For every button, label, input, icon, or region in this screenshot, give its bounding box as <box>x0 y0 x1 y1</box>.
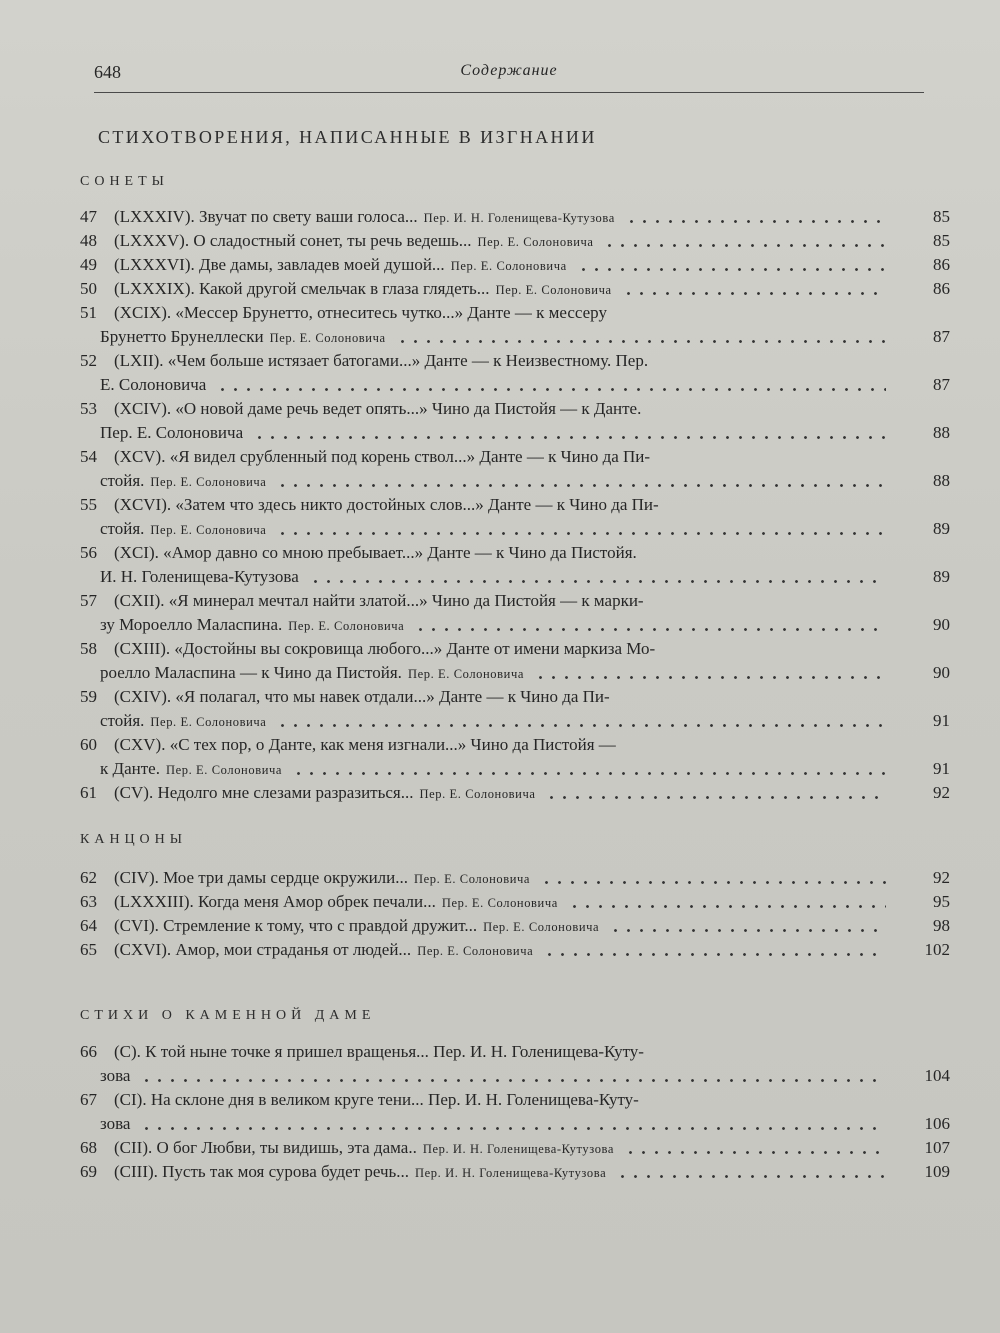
toc-entry <box>80 493 950 541</box>
toc-entry <box>80 1040 950 1088</box>
entry-title-text: (C). К той ныне точке я пришел вращенья... Пер. И. Н. Голенищева-Куту- <box>114 1042 644 1061</box>
toc-entry-line <box>80 733 950 757</box>
entry-number: 61 <box>80 783 97 802</box>
dot-leader <box>625 220 886 223</box>
entry-title-text: Брунетто Брунеллески <box>100 327 264 346</box>
toc-entry-line <box>80 205 950 229</box>
toc-entry <box>80 349 950 397</box>
dot-leader <box>292 772 886 775</box>
toc-entry <box>80 637 950 685</box>
dot-leader <box>622 292 886 295</box>
entry-title-text: (LXII). «Чем больше истязает батогами...» Данте — к Неизвестному. Пер. <box>114 351 649 370</box>
dot-leader <box>276 724 886 727</box>
entry-number: 62 <box>80 868 97 887</box>
toc-entry <box>80 541 950 589</box>
page-number: 648 <box>94 62 121 82</box>
entry-page-number: 89 <box>933 567 950 586</box>
entry-translator: Пер. И. Н. Голенищева-Кутузова <box>422 1142 615 1156</box>
toc-entry <box>80 914 950 938</box>
toc-entry <box>80 397 950 445</box>
entry-page-number: 98 <box>933 916 950 935</box>
dot-leader <box>609 929 886 932</box>
entry-page-number: 90 <box>933 615 950 634</box>
entry-title-text: (CXVI). Амор, мои страданья от людей... <box>114 940 412 959</box>
toc-entry-line <box>80 1160 950 1184</box>
toc-entry <box>80 445 950 493</box>
toc-entry-line <box>80 493 950 517</box>
toc-entry-line <box>80 469 950 493</box>
entry-translator: Пер. Е. Солоновича <box>417 944 534 958</box>
dot-leader <box>616 1175 886 1178</box>
entry-page-number: 95 <box>933 892 950 911</box>
entry-number: 49 <box>80 255 97 274</box>
entry-page-number: 91 <box>933 711 950 730</box>
entry-page-number: 91 <box>933 759 950 778</box>
toc-entry-line <box>80 914 950 938</box>
toc-entry <box>80 1088 950 1136</box>
entry-number: 56 <box>80 543 97 562</box>
entry-title-text: (CVI). Стремление к тому, что с правдой дружит... <box>114 916 478 935</box>
entry-title-text: (LXXXIV). Звучат по свету ваши голоса... <box>114 207 418 226</box>
entry-title-text: (LXXXV). О сладостный сонет, ты речь ведешь... <box>114 231 472 250</box>
entry-title-text: Е. Солоновича <box>100 375 207 394</box>
dot-leader <box>216 388 886 391</box>
toc-entry-line <box>80 565 950 589</box>
entry-title-text: (XCV). «Я видел срубленный под корень ствол...» Данте — к Чино да Пи- <box>114 447 651 466</box>
dot-leader <box>140 1127 886 1130</box>
entry-number: 50 <box>80 279 97 298</box>
entry-title-text: зова <box>100 1066 131 1085</box>
toc-entry <box>80 277 950 301</box>
toc-entry <box>80 253 950 277</box>
entry-title-text: (LXXXIX). Какой другой смельчак в глаза глядеть... <box>114 279 490 298</box>
toc-entry-line <box>80 685 950 709</box>
entry-title-text: (CXV). «С тех пор, о Данте, как меня изгнали...» Чино да Пистойя — <box>114 735 616 754</box>
toc-entry <box>80 890 950 914</box>
toc-entry-line <box>80 866 950 890</box>
entry-translator: Пер. Е. Солоновича <box>414 872 531 886</box>
entry-number: 47 <box>80 207 97 226</box>
toc-entry-line <box>80 938 950 962</box>
toc-entry-line <box>80 709 950 733</box>
entry-title-text: (LXXXVI). Две дамы, завладев моей душой... <box>114 255 445 274</box>
entry-title-text: к Данте. <box>100 759 160 778</box>
entry-title-text: стойя. <box>100 711 145 730</box>
toc-entry <box>80 938 950 962</box>
toc-entry-line <box>80 757 950 781</box>
toc-entry-line <box>80 781 950 805</box>
toc-entry-line <box>80 589 950 613</box>
entry-page-number: 88 <box>933 471 950 490</box>
entry-page-number: 86 <box>933 279 950 298</box>
entry-number: 69 <box>80 1162 97 1181</box>
entry-title-text: стойя. <box>100 519 145 538</box>
entry-title-text: (XCIX). «Мессер Брунетто, отнеситесь чутко...» Данте — к мессеру <box>114 303 607 322</box>
toc-entry-line <box>80 397 950 421</box>
entry-translator: Пер. Е. Солоновича <box>483 920 600 934</box>
dot-leader <box>577 268 886 271</box>
entry-number: 54 <box>80 447 97 466</box>
entry-title-text: Пер. Е. Солоновича <box>100 423 244 442</box>
toc-entry-line <box>80 325 950 349</box>
entry-page-number: 109 <box>924 1162 950 1181</box>
entry-page-number: 102 <box>924 940 950 959</box>
entry-page-number: 88 <box>933 423 950 442</box>
toc-entry-line <box>80 613 950 637</box>
entry-translator: Пер. Е. Солоновича <box>150 715 267 729</box>
entry-translator: Пер. И. Н. Голенищева-Кутузова <box>415 1166 607 1180</box>
entry-translator: Пер. Е. Солоновича <box>441 896 558 910</box>
entry-number: 64 <box>80 916 97 935</box>
toc-entry-line <box>80 445 950 469</box>
dot-leader <box>624 1151 886 1154</box>
running-title: Содержание <box>460 62 558 79</box>
toc-entry-line <box>80 229 950 253</box>
entry-title-text: (CXIV). «Я полагал, что мы навек отдали...» Данте — к Чино да Пи- <box>114 687 610 706</box>
entry-title-text: (LXXXIII). Когда меня Амор обрек печали... <box>114 892 436 911</box>
entry-title-text: (XCVI). «Затем что здесь никто достойных слов...» Данте — к Чино да Пи- <box>114 495 659 514</box>
toc-list-canzones <box>80 866 950 962</box>
toc-entry <box>80 229 950 253</box>
toc-entry <box>80 685 950 733</box>
toc-entry-line <box>80 421 950 445</box>
dot-leader <box>534 676 886 679</box>
toc-list-sonnets <box>80 205 950 805</box>
entry-title-text: (XCI). «Амор давно со мною пребывает...» Данте — к Чино да Пистойя. <box>114 543 637 562</box>
entry-translator: Пер. Е. Солоновича <box>419 787 536 801</box>
dot-leader <box>568 905 886 908</box>
toc-entry <box>80 301 950 349</box>
entry-page-number: 87 <box>933 327 950 346</box>
entry-translator: Пер. Е. Солоновича <box>269 331 386 345</box>
entry-number: 52 <box>80 351 97 370</box>
dot-leader <box>309 580 886 583</box>
entry-title-text: (CI). На склоне дня в великом круге тени... Пер. И. Н. Голенищева-Куту- <box>114 1090 639 1109</box>
entry-translator: Пер. Е. Солоновича <box>288 619 405 633</box>
entry-title-text: зу Мороелло Маласпина. <box>100 615 283 634</box>
toc-entry-line <box>80 1112 950 1136</box>
entry-number: 48 <box>80 231 97 250</box>
section-title-sonnets: СОНЕТЫ <box>80 174 169 189</box>
toc-entry-line <box>80 253 950 277</box>
section-title-stone-lady: СТИХИ О КАМЕННОЙ ДАМЕ <box>80 1008 376 1023</box>
part-title: СТИХОТВОРЕНИЯ, НАПИСАННЫЕ В ИЗГНАНИИ <box>98 127 597 147</box>
toc-entry-line <box>80 301 950 325</box>
entry-title-text: (XCIV). «О новой даме речь ведет опять...» Чино да Пистойя — к Данте. <box>114 399 642 418</box>
entry-title-text: (CIII). Пусть так моя сурова будет речь... <box>114 1162 409 1181</box>
dot-leader <box>276 484 886 487</box>
toc-entry <box>80 1160 950 1184</box>
entry-translator: Пер. Е. Солоновича <box>165 763 283 777</box>
toc-entry <box>80 733 950 781</box>
entry-title-text: роелло Маласпина — к Чино да Пистойя. <box>100 663 402 682</box>
toc-entry-line <box>80 637 950 661</box>
toc-entry-line <box>80 1088 950 1112</box>
entry-title-text: И. Н. Голенищева-Кутузова <box>100 567 299 586</box>
toc-entry-line <box>80 1136 950 1160</box>
dot-leader <box>545 796 886 799</box>
entry-page-number: 104 <box>924 1066 950 1085</box>
section-title-canzones: КАНЦОНЫ <box>80 832 187 847</box>
toc-entry-line <box>80 890 950 914</box>
toc-entry-line <box>80 1064 950 1088</box>
dot-leader <box>253 436 886 439</box>
entry-number: 55 <box>80 495 97 514</box>
toc-entry-line <box>80 349 950 373</box>
dot-leader <box>276 532 886 535</box>
entry-title-text: (CXII). «Я минерал мечтал найти златой...» Чино да Пистойя — к марки- <box>114 591 644 610</box>
entry-title-text: стойя. <box>100 471 145 490</box>
dot-leader <box>543 953 886 956</box>
toc-entry-line <box>80 373 950 397</box>
entry-number: 67 <box>80 1090 97 1109</box>
entry-translator: Пер. Е. Солоновича <box>495 283 612 297</box>
entry-page-number: 92 <box>933 783 950 802</box>
entry-title-text: зова <box>100 1114 131 1133</box>
entry-translator: Пер. И. Н. Голенищева-Кутузова <box>423 211 615 225</box>
entry-page-number: 90 <box>933 663 950 682</box>
dot-leader <box>140 1079 886 1082</box>
toc-entry-line <box>80 541 950 565</box>
dot-leader <box>414 628 886 631</box>
page-header <box>94 62 924 93</box>
entry-page-number: 87 <box>933 375 950 394</box>
toc-entry <box>80 589 950 637</box>
entry-translator: Пер. Е. Солоновича <box>150 523 267 537</box>
entry-number: 51 <box>80 303 97 322</box>
entry-page-number: 107 <box>924 1138 950 1157</box>
entry-translator: Пер. Е. Солоновича <box>450 259 567 273</box>
entry-number: 63 <box>80 892 97 911</box>
entry-page-number: 89 <box>933 519 950 538</box>
entry-page-number: 92 <box>933 868 950 887</box>
entry-page-number: 106 <box>924 1114 950 1133</box>
entry-number: 58 <box>80 639 97 658</box>
toc-entry <box>80 781 950 805</box>
entry-number: 59 <box>80 687 97 706</box>
toc-entry <box>80 866 950 890</box>
entry-translator: Пер. Е. Солоновича <box>477 235 594 249</box>
entry-title-text: (CII). О бог Любви, ты видишь, эта дама.. <box>114 1138 417 1157</box>
dot-leader <box>396 340 886 343</box>
toc-entry-line <box>80 661 950 685</box>
entry-number: 65 <box>80 940 97 959</box>
entry-title-text: (CV). Недолго мне слезами разразиться... <box>114 783 414 802</box>
toc-entry <box>80 1136 950 1160</box>
entry-page-number: 85 <box>933 231 950 250</box>
entry-number: 66 <box>80 1042 97 1061</box>
entry-number: 57 <box>80 591 97 610</box>
entry-number: 68 <box>80 1138 97 1157</box>
entry-translator: Пер. Е. Солоновича <box>150 475 267 489</box>
toc-list-stone-lady <box>80 1040 950 1184</box>
entry-number: 53 <box>80 399 97 418</box>
dot-leader <box>603 244 886 247</box>
entry-title-text: (CXIII). «Достойны вы сокровища любого...» Данте от имени маркиза Мо- <box>114 639 656 658</box>
entry-page-number: 86 <box>933 255 950 274</box>
toc-entry-line <box>80 517 950 541</box>
entry-title-text: (CIV). Мое три дамы сердце окружили... <box>114 868 409 887</box>
entry-translator: Пер. Е. Солоновича <box>407 667 524 681</box>
entry-page-number: 85 <box>933 207 950 226</box>
toc-entry <box>80 205 950 229</box>
toc-entry-line <box>80 277 950 301</box>
toc-entry-line <box>80 1040 950 1064</box>
entry-number: 60 <box>80 735 97 754</box>
dot-leader <box>540 881 886 884</box>
